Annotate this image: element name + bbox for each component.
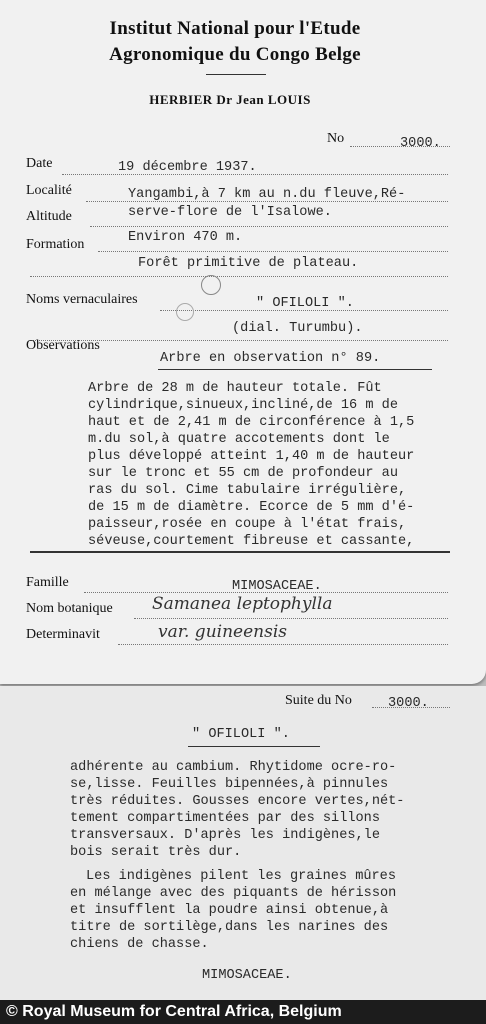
institute-title-line1: Institut National pour l'Etude — [109, 18, 361, 39]
cont-line: titre de sortilège,dans les narines des — [70, 920, 389, 935]
title-rule — [206, 74, 266, 75]
suite-number: 3000. — [388, 696, 429, 711]
obs-line: ras du sol. Cime tabulaire irrégulière, — [88, 483, 407, 498]
label-localite: Localité — [26, 183, 72, 198]
herbarium-title: HERBIER Dr Jean LOUIS — [149, 92, 311, 107]
obs-line: paisseur,rosée en coupe à l'état frais, — [88, 517, 407, 532]
field-vernacular-name: " OFILOLI ". — [256, 296, 354, 311]
field-altitude: Environ 470 m. — [128, 230, 243, 245]
cont-line: tement compartimentées par des sillons — [70, 811, 380, 826]
field-localite-2: serve-flore de l'Isalowe. — [128, 205, 332, 220]
formation-dotted-line-2 — [30, 276, 448, 277]
field-nom-botanique: Samanea leptophylla — [152, 594, 333, 614]
cont-line: adhérente au cambium. Rhytidome ocre-ro- — [70, 760, 397, 775]
label-famille: Famille — [26, 575, 69, 590]
label-date: Date — [26, 156, 53, 171]
field-localite-1: Yangambi,à 7 km au n.du fleuve,Ré- — [128, 187, 406, 202]
obs-line: cylindrique,sinueux,incliné,de 16 m de — [88, 398, 398, 413]
continuation-title-underline — [188, 746, 320, 747]
field-date: 19 décembre 1937. — [118, 160, 257, 175]
obs-line: Arbre de 28 m de hauteur totale. Fût — [88, 381, 382, 396]
field-formation: Forêt primitive de plateau. — [138, 256, 359, 271]
number-label: No — [327, 131, 345, 146]
cont-line: et insufflent la poudre ainsi obtenue,à — [70, 903, 389, 918]
field-dialect: (dial. Turumbu). — [232, 321, 363, 336]
institute-title-line2: Agronomique du Congo Belge — [109, 44, 361, 65]
suite-label: Suite du No — [285, 693, 352, 708]
observation-title-underline — [158, 369, 432, 370]
field-observation-title: Arbre en observation n° 89. — [160, 351, 381, 366]
formation-dotted-line — [98, 251, 448, 252]
label-nom-botanique: Nom botanique — [26, 601, 113, 616]
obs-line: sur le tronc et 55 cm de profondeur au — [88, 466, 398, 481]
label-determinavit: Determinavit — [26, 627, 100, 642]
copyright-footer: © Royal Museum for Central Africa, Belgium — [0, 1000, 486, 1024]
label-formation: Formation — [26, 237, 85, 252]
obs-line: m.du sol,à quatre accotements dont le — [88, 432, 390, 447]
obs-line: haut et de 2,41 m de circonférence à 1,5 — [88, 415, 415, 430]
pencil-circle-mark — [201, 275, 221, 295]
obs-line: de 15 m de diamètre. Ecorce de 5 mm d'é- — [88, 500, 415, 515]
label-observations: Observations — [26, 338, 100, 353]
cont-line: chiens de chasse. — [70, 937, 209, 952]
observation-end-rule — [30, 551, 450, 553]
specimen-number: 3000. — [400, 136, 441, 151]
pencil-circle-mark — [176, 303, 194, 321]
determinavit-dotted-line — [118, 644, 448, 645]
cont-line: transversaux. D'après les indigènes,le — [70, 828, 380, 843]
continuation-card — [0, 686, 486, 1000]
obs-line: plus développé atteint 1,40 m de hauteur — [88, 449, 415, 464]
cont-line: très réduites. Gousses encore vertes,nét- — [70, 794, 405, 809]
field-determinavit: var. guineensis — [158, 622, 287, 642]
label-altitude: Altitude — [26, 209, 72, 224]
field-famille: MIMOSACEAE. — [232, 579, 322, 594]
cont-line: en mélange avec des piquants de hérisson — [70, 886, 397, 901]
continuation-title: " OFILOLI ". — [192, 727, 290, 742]
nom-botanique-dotted-line — [134, 618, 448, 619]
cont-line: se,lisse. Feuilles bipennées,à pinnules — [70, 777, 389, 792]
cont-line: bois serait très dur. — [70, 845, 242, 860]
cont-line: Les indigènes pilent les graines mûres — [86, 869, 396, 884]
altitude-dotted-line — [90, 226, 448, 227]
obs-line: séveuse,courtement fibreuse et cassante, — [88, 534, 415, 549]
label-noms-vernaculaires: Noms vernaculaires — [26, 292, 138, 307]
continuation-famille: MIMOSACEAE. — [202, 968, 292, 983]
